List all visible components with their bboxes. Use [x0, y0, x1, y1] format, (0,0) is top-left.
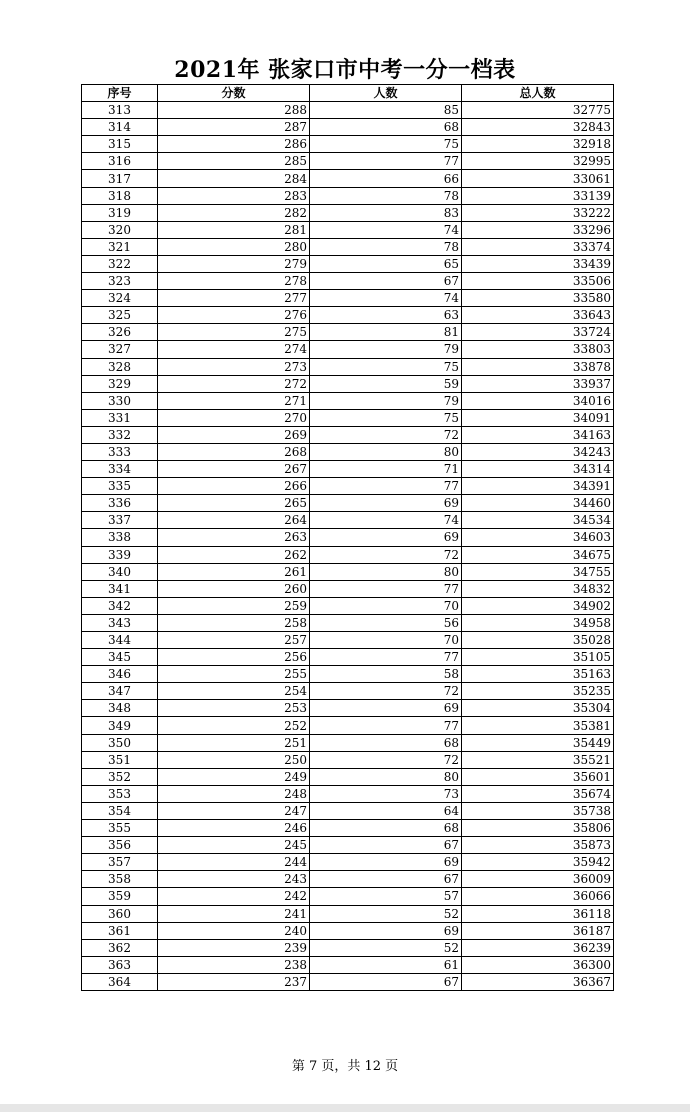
table-row — [82, 683, 614, 700]
cell-index: 344 — [82, 632, 158, 649]
table-row — [82, 119, 614, 136]
cell-score: 269 — [158, 426, 310, 443]
table-row — [82, 546, 614, 563]
cell-index: 324 — [82, 290, 158, 307]
header-score: 分数 — [158, 85, 310, 102]
cell-count: 67 — [310, 837, 462, 854]
cell-index: 325 — [82, 307, 158, 324]
cell-score: 260 — [158, 580, 310, 597]
cell-index: 335 — [82, 478, 158, 495]
table-row — [82, 939, 614, 956]
cell-count: 69 — [310, 854, 462, 871]
table-row — [82, 358, 614, 375]
cell-score: 263 — [158, 529, 310, 546]
cell-score: 278 — [158, 273, 310, 290]
table-row — [82, 768, 614, 785]
table-row — [82, 751, 614, 768]
cell-index: 340 — [82, 563, 158, 580]
cell-index: 319 — [82, 204, 158, 221]
cell-score: 267 — [158, 461, 310, 478]
cell-count: 72 — [310, 751, 462, 768]
table-row — [82, 290, 614, 307]
cell-total: 32775 — [462, 102, 614, 119]
cell-count: 67 — [310, 871, 462, 888]
cell-count: 66 — [310, 170, 462, 187]
cell-index: 333 — [82, 443, 158, 460]
cell-index: 360 — [82, 905, 158, 922]
table-row — [82, 170, 614, 187]
score-table — [81, 84, 614, 991]
cell-index: 355 — [82, 820, 158, 837]
table-row — [82, 563, 614, 580]
cell-count: 80 — [310, 563, 462, 580]
cell-score: 262 — [158, 546, 310, 563]
page-title: 2021年 张家口市中考一分一档表 — [174, 57, 516, 83]
table-row — [82, 854, 614, 871]
cell-total: 33724 — [462, 324, 614, 341]
cell-score: 288 — [158, 102, 310, 119]
table-row — [82, 956, 614, 973]
cell-total: 36187 — [462, 922, 614, 939]
cell-score: 275 — [158, 324, 310, 341]
cell-count: 70 — [310, 597, 462, 614]
cell-score: 261 — [158, 563, 310, 580]
cell-count: 79 — [310, 392, 462, 409]
cell-count: 73 — [310, 785, 462, 802]
cell-index: 326 — [82, 324, 158, 341]
table-row — [82, 324, 614, 341]
cell-count: 83 — [310, 204, 462, 221]
cell-index: 363 — [82, 956, 158, 973]
cell-index: 318 — [82, 187, 158, 204]
cell-total: 36118 — [462, 905, 614, 922]
cell-score: 246 — [158, 820, 310, 837]
cell-index: 327 — [82, 341, 158, 358]
cell-index: 358 — [82, 871, 158, 888]
cell-count: 72 — [310, 546, 462, 563]
table-row — [82, 153, 614, 170]
cell-count: 80 — [310, 443, 462, 460]
cell-count: 75 — [310, 136, 462, 153]
cell-total: 34091 — [462, 409, 614, 426]
cell-score: 280 — [158, 238, 310, 255]
cell-index: 320 — [82, 221, 158, 238]
cell-score: 271 — [158, 392, 310, 409]
cell-count: 67 — [310, 973, 462, 990]
cell-score: 250 — [158, 751, 310, 768]
cell-index: 332 — [82, 426, 158, 443]
table-row — [82, 905, 614, 922]
cell-index: 345 — [82, 649, 158, 666]
cell-score: 244 — [158, 854, 310, 871]
cell-score: 282 — [158, 204, 310, 221]
cell-count: 57 — [310, 888, 462, 905]
cell-index: 341 — [82, 580, 158, 597]
cell-count: 70 — [310, 632, 462, 649]
cell-total: 35304 — [462, 700, 614, 717]
cell-index: 348 — [82, 700, 158, 717]
cell-index: 347 — [82, 683, 158, 700]
table-row — [82, 802, 614, 819]
cell-count: 74 — [310, 221, 462, 238]
cell-total: 32843 — [462, 119, 614, 136]
cell-score: 285 — [158, 153, 310, 170]
cell-score: 242 — [158, 888, 310, 905]
cell-count: 59 — [310, 375, 462, 392]
cell-score: 248 — [158, 785, 310, 802]
cell-score: 256 — [158, 649, 310, 666]
cell-index: 337 — [82, 512, 158, 529]
cell-total: 34755 — [462, 563, 614, 580]
table-row — [82, 649, 614, 666]
cell-total: 34902 — [462, 597, 614, 614]
cell-score: 249 — [158, 768, 310, 785]
table-row — [82, 102, 614, 119]
cell-score: 238 — [158, 956, 310, 973]
cell-count: 68 — [310, 734, 462, 751]
table-header-row — [82, 85, 614, 102]
cell-index: 314 — [82, 119, 158, 136]
cell-score: 268 — [158, 443, 310, 460]
cell-count: 79 — [310, 341, 462, 358]
table-row — [82, 614, 614, 631]
cell-index: 343 — [82, 614, 158, 631]
cell-score: 241 — [158, 905, 310, 922]
cell-score: 258 — [158, 614, 310, 631]
cell-total: 35521 — [462, 751, 614, 768]
table-row — [82, 426, 614, 443]
cell-index: 352 — [82, 768, 158, 785]
table-row — [82, 785, 614, 802]
cell-score: 283 — [158, 187, 310, 204]
cell-index: 317 — [82, 170, 158, 187]
cell-index: 316 — [82, 153, 158, 170]
cell-score: 257 — [158, 632, 310, 649]
table-row — [82, 512, 614, 529]
cell-index: 330 — [82, 392, 158, 409]
cell-score: 279 — [158, 255, 310, 272]
table-row — [82, 837, 614, 854]
table-row — [82, 632, 614, 649]
cell-total: 33374 — [462, 238, 614, 255]
cell-count: 74 — [310, 290, 462, 307]
cell-total: 33580 — [462, 290, 614, 307]
cell-score: 255 — [158, 666, 310, 683]
table-row — [82, 734, 614, 751]
cell-index: 346 — [82, 666, 158, 683]
cell-total: 34832 — [462, 580, 614, 597]
cell-index: 336 — [82, 495, 158, 512]
cell-index: 321 — [82, 238, 158, 255]
cell-index: 313 — [82, 102, 158, 119]
cell-total: 33803 — [462, 341, 614, 358]
table-row — [82, 973, 614, 990]
table-row — [82, 392, 614, 409]
table-row — [82, 221, 614, 238]
cell-total: 33139 — [462, 187, 614, 204]
table-row — [82, 136, 614, 153]
cell-count: 85 — [310, 102, 462, 119]
cell-score: 273 — [158, 358, 310, 375]
cell-total: 33296 — [462, 221, 614, 238]
cell-total: 35806 — [462, 820, 614, 837]
table-row — [82, 478, 614, 495]
cell-total: 36300 — [462, 956, 614, 973]
cell-count: 69 — [310, 529, 462, 546]
cell-total: 34958 — [462, 614, 614, 631]
cell-score: 277 — [158, 290, 310, 307]
cell-count: 63 — [310, 307, 462, 324]
cell-count: 68 — [310, 820, 462, 837]
page-footer: 第 7 页，共 12 页 — [291, 1059, 399, 1074]
header-total: 总人数 — [462, 85, 614, 102]
header-count: 人数 — [310, 85, 462, 102]
cell-total: 35105 — [462, 649, 614, 666]
cell-score: 252 — [158, 717, 310, 734]
cell-total: 33506 — [462, 273, 614, 290]
cell-count: 61 — [310, 956, 462, 973]
cell-count: 77 — [310, 717, 462, 734]
table-row — [82, 922, 614, 939]
cell-count: 52 — [310, 939, 462, 956]
bottom-scrollbar-edge — [0, 1104, 690, 1112]
cell-count: 77 — [310, 478, 462, 495]
cell-index: 354 — [82, 802, 158, 819]
cell-index: 351 — [82, 751, 158, 768]
cell-count: 64 — [310, 802, 462, 819]
cell-count: 67 — [310, 273, 462, 290]
cell-index: 342 — [82, 597, 158, 614]
cell-count: 69 — [310, 700, 462, 717]
cell-total: 32918 — [462, 136, 614, 153]
cell-total: 36066 — [462, 888, 614, 905]
cell-index: 359 — [82, 888, 158, 905]
cell-total: 34603 — [462, 529, 614, 546]
cell-total: 35163 — [462, 666, 614, 683]
cell-count: 68 — [310, 119, 462, 136]
table-row — [82, 700, 614, 717]
cell-score: 247 — [158, 802, 310, 819]
cell-index: 322 — [82, 255, 158, 272]
cell-count: 69 — [310, 922, 462, 939]
cell-index: 349 — [82, 717, 158, 734]
table-row — [82, 273, 614, 290]
cell-total: 36367 — [462, 973, 614, 990]
cell-index: 350 — [82, 734, 158, 751]
table-row — [82, 204, 614, 221]
cell-index: 339 — [82, 546, 158, 563]
cell-score: 265 — [158, 495, 310, 512]
cell-total: 34391 — [462, 478, 614, 495]
cell-count: 77 — [310, 649, 462, 666]
cell-total: 36009 — [462, 871, 614, 888]
cell-index: 329 — [82, 375, 158, 392]
table-body — [82, 102, 614, 991]
cell-count: 78 — [310, 238, 462, 255]
cell-count: 75 — [310, 409, 462, 426]
cell-total: 34016 — [462, 392, 614, 409]
cell-score: 237 — [158, 973, 310, 990]
table-row — [82, 375, 614, 392]
table-row — [82, 820, 614, 837]
cell-total: 33061 — [462, 170, 614, 187]
cell-count: 77 — [310, 580, 462, 597]
cell-index: 338 — [82, 529, 158, 546]
cell-total: 34314 — [462, 461, 614, 478]
table-row — [82, 529, 614, 546]
cell-total: 33643 — [462, 307, 614, 324]
cell-count: 72 — [310, 426, 462, 443]
table-row — [82, 238, 614, 255]
cell-total: 32995 — [462, 153, 614, 170]
cell-index: 315 — [82, 136, 158, 153]
cell-count: 74 — [310, 512, 462, 529]
cell-index: 362 — [82, 939, 158, 956]
table-row — [82, 717, 614, 734]
cell-index: 364 — [82, 973, 158, 990]
table-row — [82, 871, 614, 888]
table-row — [82, 187, 614, 204]
cell-count: 81 — [310, 324, 462, 341]
table-row — [82, 597, 614, 614]
table-row — [82, 888, 614, 905]
cell-total: 34243 — [462, 443, 614, 460]
table-row — [82, 255, 614, 272]
cell-index: 328 — [82, 358, 158, 375]
table-row — [82, 495, 614, 512]
cell-score: 259 — [158, 597, 310, 614]
table-row — [82, 307, 614, 324]
cell-score: 239 — [158, 939, 310, 956]
cell-index: 357 — [82, 854, 158, 871]
cell-total: 35449 — [462, 734, 614, 751]
cell-count: 65 — [310, 255, 462, 272]
header-index: 序号 — [82, 85, 158, 102]
cell-score: 253 — [158, 700, 310, 717]
cell-score: 274 — [158, 341, 310, 358]
cell-index: 353 — [82, 785, 158, 802]
cell-index: 331 — [82, 409, 158, 426]
cell-score: 276 — [158, 307, 310, 324]
cell-total: 34163 — [462, 426, 614, 443]
cell-total: 35674 — [462, 785, 614, 802]
cell-score: 286 — [158, 136, 310, 153]
cell-score: 254 — [158, 683, 310, 700]
cell-index: 323 — [82, 273, 158, 290]
cell-count: 71 — [310, 461, 462, 478]
cell-count: 77 — [310, 153, 462, 170]
cell-total: 34534 — [462, 512, 614, 529]
cell-total: 34675 — [462, 546, 614, 563]
table-row — [82, 443, 614, 460]
cell-count: 75 — [310, 358, 462, 375]
cell-score: 270 — [158, 409, 310, 426]
cell-score: 272 — [158, 375, 310, 392]
cell-total: 35235 — [462, 683, 614, 700]
cell-total: 36239 — [462, 939, 614, 956]
cell-index: 356 — [82, 837, 158, 854]
cell-count: 72 — [310, 683, 462, 700]
cell-index: 361 — [82, 922, 158, 939]
cell-count: 58 — [310, 666, 462, 683]
cell-count: 78 — [310, 187, 462, 204]
cell-total: 35601 — [462, 768, 614, 785]
cell-total: 33878 — [462, 358, 614, 375]
table-row — [82, 341, 614, 358]
cell-total: 33439 — [462, 255, 614, 272]
cell-total: 35381 — [462, 717, 614, 734]
cell-score: 251 — [158, 734, 310, 751]
cell-count: 56 — [310, 614, 462, 631]
cell-score: 266 — [158, 478, 310, 495]
cell-score: 287 — [158, 119, 310, 136]
cell-total: 33222 — [462, 204, 614, 221]
table-row — [82, 461, 614, 478]
cell-score: 240 — [158, 922, 310, 939]
cell-score: 243 — [158, 871, 310, 888]
cell-count: 52 — [310, 905, 462, 922]
cell-total: 35873 — [462, 837, 614, 854]
table-row — [82, 580, 614, 597]
cell-total: 35738 — [462, 802, 614, 819]
cell-score: 245 — [158, 837, 310, 854]
cell-count: 69 — [310, 495, 462, 512]
cell-total: 34460 — [462, 495, 614, 512]
cell-index: 334 — [82, 461, 158, 478]
table-row — [82, 409, 614, 426]
cell-total: 35942 — [462, 854, 614, 871]
cell-total: 33937 — [462, 375, 614, 392]
cell-count: 80 — [310, 768, 462, 785]
cell-score: 284 — [158, 170, 310, 187]
cell-score: 264 — [158, 512, 310, 529]
cell-total: 35028 — [462, 632, 614, 649]
cell-score: 281 — [158, 221, 310, 238]
table-row — [82, 666, 614, 683]
